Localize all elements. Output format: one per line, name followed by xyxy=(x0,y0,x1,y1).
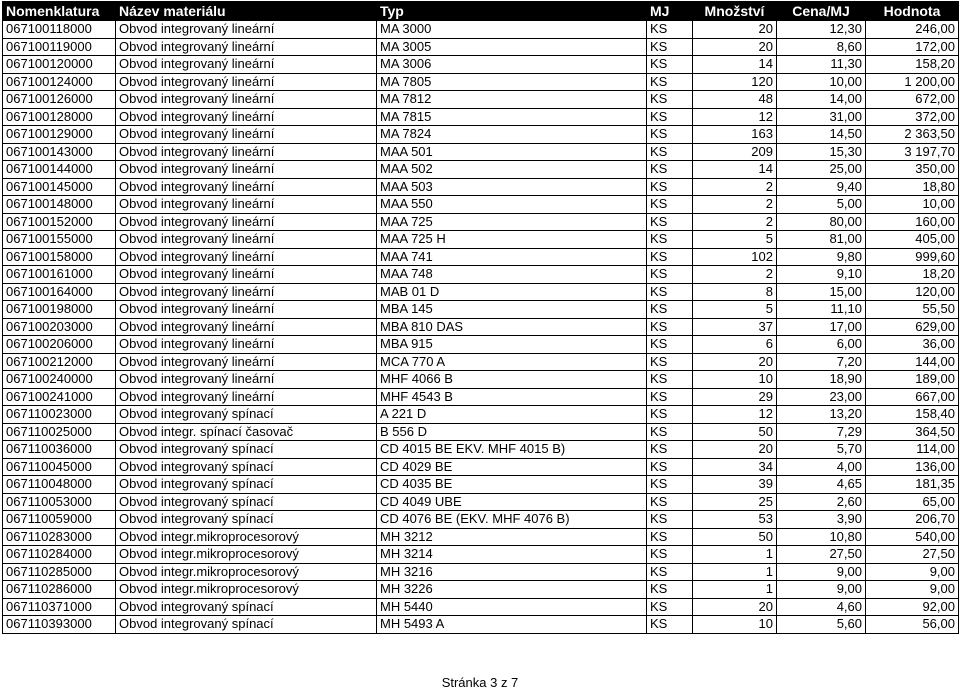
cell-nazev: Obvod integrovaný lineární xyxy=(116,196,377,214)
cell-typ: CD 4035 BE xyxy=(377,476,647,494)
cell-typ: MA 7815 xyxy=(377,108,647,126)
cell-typ: CD 4029 BE xyxy=(377,458,647,476)
cell-nomenklatura: 067100129000 xyxy=(3,126,116,144)
cell-nazev: Obvod integrovaný lineární xyxy=(116,178,377,196)
cell-cena: 7,20 xyxy=(777,353,866,371)
cell-mnozstvi: 25 xyxy=(693,493,777,511)
table-row xyxy=(3,196,959,214)
cell-nomenklatura: 067100212000 xyxy=(3,353,116,371)
cell-hodnota: 56,00 xyxy=(866,616,959,634)
cell-hodnota: 364,50 xyxy=(866,423,959,441)
cell-mj: KS xyxy=(647,126,693,144)
cell-nazev: Obvod integrovaný lineární xyxy=(116,388,377,406)
cell-cena: 4,00 xyxy=(777,458,866,476)
cell-mj: KS xyxy=(647,336,693,354)
table-row xyxy=(3,91,959,109)
cell-mnozstvi: 10 xyxy=(693,371,777,389)
cell-hodnota: 667,00 xyxy=(866,388,959,406)
cell-typ: B 556 D xyxy=(377,423,647,441)
cell-nomenklatura: 067100126000 xyxy=(3,91,116,109)
cell-nazev: Obvod integrovaný spínací xyxy=(116,616,377,634)
cell-mj: KS xyxy=(647,266,693,284)
inventory-table xyxy=(2,1,959,634)
cell-mnozstvi: 6 xyxy=(693,336,777,354)
cell-nazev: Obvod integrovaný lineární xyxy=(116,318,377,336)
cell-nazev: Obvod integrovaný lineární xyxy=(116,248,377,266)
cell-nomenklatura: 067110059000 xyxy=(3,511,116,529)
cell-cena: 14,00 xyxy=(777,91,866,109)
cell-typ: MAA 748 xyxy=(377,266,647,284)
cell-mnozstvi: 20 xyxy=(693,38,777,56)
table-row xyxy=(3,406,959,424)
cell-nomenklatura: 067110023000 xyxy=(3,406,116,424)
cell-mj: KS xyxy=(647,598,693,616)
cell-mnozstvi: 37 xyxy=(693,318,777,336)
cell-nomenklatura: 067100155000 xyxy=(3,231,116,249)
table-row xyxy=(3,143,959,161)
header-mnozstvi: Množství xyxy=(693,2,777,21)
cell-mj: KS xyxy=(647,283,693,301)
cell-mnozstvi: 2 xyxy=(693,196,777,214)
cell-nomenklatura: 067100198000 xyxy=(3,301,116,319)
cell-cena: 9,10 xyxy=(777,266,866,284)
cell-cena: 11,10 xyxy=(777,301,866,319)
cell-nomenklatura: 067110286000 xyxy=(3,581,116,599)
cell-nazev: Obvod integrovaný lineární xyxy=(116,231,377,249)
cell-mnozstvi: 12 xyxy=(693,108,777,126)
cell-typ: MH 3214 xyxy=(377,546,647,564)
cell-cena: 15,30 xyxy=(777,143,866,161)
cell-typ: MH 3212 xyxy=(377,528,647,546)
table-row xyxy=(3,458,959,476)
cell-mj: KS xyxy=(647,56,693,74)
table-row xyxy=(3,38,959,56)
table-row xyxy=(3,178,959,196)
cell-mnozstvi: 10 xyxy=(693,616,777,634)
table-row xyxy=(3,126,959,144)
cell-nazev: Obvod integrovaný spínací xyxy=(116,406,377,424)
cell-mj: KS xyxy=(647,511,693,529)
cell-nazev: Obvod integrovaný lineární xyxy=(116,213,377,231)
cell-hodnota: 350,00 xyxy=(866,161,959,179)
table-row xyxy=(3,493,959,511)
cell-nomenklatura: 067100152000 xyxy=(3,213,116,231)
cell-hodnota: 181,35 xyxy=(866,476,959,494)
cell-nazev: Obvod integrovaný spínací xyxy=(116,598,377,616)
header-typ: Typ xyxy=(377,2,647,21)
cell-cena: 81,00 xyxy=(777,231,866,249)
cell-hodnota: 172,00 xyxy=(866,38,959,56)
cell-hodnota: 160,00 xyxy=(866,213,959,231)
cell-nazev: Obvod integrovaný lineární xyxy=(116,38,377,56)
cell-mj: KS xyxy=(647,91,693,109)
cell-nomenklatura: 067100118000 xyxy=(3,21,116,39)
cell-cena: 3,90 xyxy=(777,511,866,529)
cell-cena: 4,65 xyxy=(777,476,866,494)
cell-hodnota: 372,00 xyxy=(866,108,959,126)
cell-typ: MH 3226 xyxy=(377,581,647,599)
cell-cena: 10,00 xyxy=(777,73,866,91)
table-body xyxy=(3,21,959,634)
cell-mnozstvi: 5 xyxy=(693,231,777,249)
cell-cena: 9,40 xyxy=(777,178,866,196)
cell-nomenklatura: 067100144000 xyxy=(3,161,116,179)
cell-typ: MAA 501 xyxy=(377,143,647,161)
cell-cena: 7,29 xyxy=(777,423,866,441)
cell-nazev: Obvod integrovaný lineární xyxy=(116,21,377,39)
cell-cena: 10,80 xyxy=(777,528,866,546)
cell-nomenklatura: 067110283000 xyxy=(3,528,116,546)
table-row xyxy=(3,528,959,546)
page-footer: Stránka 3 z 7 xyxy=(441,675,519,690)
cell-mj: KS xyxy=(647,563,693,581)
cell-nazev: Obvod integrovaný lineární xyxy=(116,161,377,179)
cell-mj: KS xyxy=(647,21,693,39)
cell-hodnota: 2 363,50 xyxy=(866,126,959,144)
cell-hodnota: 120,00 xyxy=(866,283,959,301)
table-row xyxy=(3,21,959,39)
cell-mj: KS xyxy=(647,38,693,56)
header-nomenklatura: Nomenklatura xyxy=(3,2,116,21)
cell-typ: MCA 770 A xyxy=(377,353,647,371)
cell-nomenklatura: 067100161000 xyxy=(3,266,116,284)
table-row xyxy=(3,353,959,371)
cell-mj: KS xyxy=(647,423,693,441)
table-row xyxy=(3,108,959,126)
cell-mnozstvi: 14 xyxy=(693,56,777,74)
cell-mj: KS xyxy=(647,161,693,179)
header-nazev-materialu: Název materiálu xyxy=(116,2,377,21)
cell-typ: CD 4015 BE EKV. MHF 4015 B) xyxy=(377,441,647,459)
cell-mj: KS xyxy=(647,546,693,564)
cell-hodnota: 144,00 xyxy=(866,353,959,371)
header-mj: MJ xyxy=(647,2,693,21)
table-row xyxy=(3,441,959,459)
table-row xyxy=(3,423,959,441)
cell-mj: KS xyxy=(647,441,693,459)
table-row xyxy=(3,388,959,406)
cell-nomenklatura: 067110393000 xyxy=(3,616,116,634)
cell-typ: A 221 D xyxy=(377,406,647,424)
cell-mj: KS xyxy=(647,458,693,476)
cell-cena: 9,80 xyxy=(777,248,866,266)
cell-hodnota: 9,00 xyxy=(866,563,959,581)
cell-typ: MA 7805 xyxy=(377,73,647,91)
cell-cena: 5,00 xyxy=(777,196,866,214)
cell-cena: 80,00 xyxy=(777,213,866,231)
cell-hodnota: 3 197,70 xyxy=(866,143,959,161)
cell-mnozstvi: 50 xyxy=(693,528,777,546)
cell-cena: 31,00 xyxy=(777,108,866,126)
cell-hodnota: 92,00 xyxy=(866,598,959,616)
cell-nomenklatura: 067100143000 xyxy=(3,143,116,161)
cell-mnozstvi: 102 xyxy=(693,248,777,266)
table-row xyxy=(3,371,959,389)
table-row xyxy=(3,318,959,336)
cell-nazev: Obvod integr.mikroprocesorový xyxy=(116,581,377,599)
cell-mnozstvi: 8 xyxy=(693,283,777,301)
header-row xyxy=(3,2,959,21)
cell-mj: KS xyxy=(647,318,693,336)
cell-mnozstvi: 14 xyxy=(693,161,777,179)
cell-hodnota: 158,40 xyxy=(866,406,959,424)
cell-nomenklatura: 067110048000 xyxy=(3,476,116,494)
cell-mj: KS xyxy=(647,196,693,214)
cell-typ: MA 7812 xyxy=(377,91,647,109)
cell-typ: CD 4049 UBE xyxy=(377,493,647,511)
table-row xyxy=(3,336,959,354)
cell-mnozstvi: 2 xyxy=(693,266,777,284)
cell-cena: 6,00 xyxy=(777,336,866,354)
cell-nomenklatura: 067100164000 xyxy=(3,283,116,301)
cell-cena: 5,70 xyxy=(777,441,866,459)
cell-hodnota: 1 200,00 xyxy=(866,73,959,91)
cell-typ: MH 5493 A xyxy=(377,616,647,634)
table-row xyxy=(3,161,959,179)
cell-hodnota: 10,00 xyxy=(866,196,959,214)
cell-typ: MAA 503 xyxy=(377,178,647,196)
cell-mj: KS xyxy=(647,73,693,91)
table-row xyxy=(3,476,959,494)
header-hodnota: Hodnota xyxy=(866,2,959,21)
cell-mnozstvi: 120 xyxy=(693,73,777,91)
cell-nomenklatura: 067100145000 xyxy=(3,178,116,196)
cell-cena: 18,90 xyxy=(777,371,866,389)
cell-hodnota: 206,70 xyxy=(866,511,959,529)
cell-typ: MHF 4543 B xyxy=(377,388,647,406)
cell-nazev: Obvod integrovaný lineární xyxy=(116,266,377,284)
cell-mj: KS xyxy=(647,616,693,634)
cell-mnozstvi: 53 xyxy=(693,511,777,529)
table-row xyxy=(3,283,959,301)
cell-nazev: Obvod integrovaný lineární xyxy=(116,353,377,371)
cell-hodnota: 18,80 xyxy=(866,178,959,196)
cell-nomenklatura: 067110045000 xyxy=(3,458,116,476)
cell-nazev: Obvod integrovaný lineární xyxy=(116,73,377,91)
cell-hodnota: 405,00 xyxy=(866,231,959,249)
cell-cena: 9,00 xyxy=(777,581,866,599)
cell-nazev: Obvod integrovaný spínací xyxy=(116,493,377,511)
cell-mnozstvi: 5 xyxy=(693,301,777,319)
cell-typ: MHF 4066 B xyxy=(377,371,647,389)
table-row xyxy=(3,546,959,564)
cell-hodnota: 114,00 xyxy=(866,441,959,459)
cell-nazev: Obvod integr.mikroprocesorový xyxy=(116,546,377,564)
cell-mj: KS xyxy=(647,581,693,599)
cell-nazev: Obvod integrovaný spínací xyxy=(116,511,377,529)
cell-mnozstvi: 12 xyxy=(693,406,777,424)
cell-cena: 25,00 xyxy=(777,161,866,179)
cell-mnozstvi: 2 xyxy=(693,213,777,231)
cell-nomenklatura: 067100241000 xyxy=(3,388,116,406)
cell-hodnota: 65,00 xyxy=(866,493,959,511)
cell-mnozstvi: 34 xyxy=(693,458,777,476)
cell-typ: MAA 550 xyxy=(377,196,647,214)
cell-nomenklatura: 067100158000 xyxy=(3,248,116,266)
cell-nazev: Obvod integr. spínací časovač xyxy=(116,423,377,441)
cell-cena: 15,00 xyxy=(777,283,866,301)
cell-hodnota: 36,00 xyxy=(866,336,959,354)
cell-mj: KS xyxy=(647,493,693,511)
cell-mnozstvi: 20 xyxy=(693,21,777,39)
cell-nazev: Obvod integrovaný lineární xyxy=(116,301,377,319)
cell-mj: KS xyxy=(647,143,693,161)
table-row xyxy=(3,213,959,231)
cell-nazev: Obvod integrovaný lineární xyxy=(116,143,377,161)
cell-mnozstvi: 48 xyxy=(693,91,777,109)
cell-cena: 13,20 xyxy=(777,406,866,424)
cell-mj: KS xyxy=(647,248,693,266)
cell-cena: 4,60 xyxy=(777,598,866,616)
cell-cena: 12,30 xyxy=(777,21,866,39)
cell-nazev: Obvod integrovaný lineární xyxy=(116,336,377,354)
cell-mj: KS xyxy=(647,406,693,424)
cell-nomenklatura: 067110036000 xyxy=(3,441,116,459)
cell-nomenklatura: 067100206000 xyxy=(3,336,116,354)
cell-mj: KS xyxy=(647,213,693,231)
cell-mj: KS xyxy=(647,231,693,249)
cell-cena: 14,50 xyxy=(777,126,866,144)
cell-cena: 11,30 xyxy=(777,56,866,74)
cell-cena: 17,00 xyxy=(777,318,866,336)
cell-nazev: Obvod integrovaný spínací xyxy=(116,441,377,459)
cell-nomenklatura: 067100124000 xyxy=(3,73,116,91)
cell-mnozstvi: 20 xyxy=(693,353,777,371)
cell-nomenklatura: 067110284000 xyxy=(3,546,116,564)
table-row xyxy=(3,266,959,284)
cell-nomenklatura: 067110285000 xyxy=(3,563,116,581)
cell-typ: MA 3006 xyxy=(377,56,647,74)
cell-typ: MBA 810 DAS xyxy=(377,318,647,336)
cell-mnozstvi: 39 xyxy=(693,476,777,494)
cell-mnozstvi: 20 xyxy=(693,598,777,616)
cell-cena: 8,60 xyxy=(777,38,866,56)
cell-mnozstvi: 2 xyxy=(693,178,777,196)
cell-hodnota: 55,50 xyxy=(866,301,959,319)
cell-typ: MA 3000 xyxy=(377,21,647,39)
table-row xyxy=(3,511,959,529)
cell-nazev: Obvod integrovaný lineární xyxy=(116,91,377,109)
cell-typ: MAA 741 xyxy=(377,248,647,266)
cell-nazev: Obvod integrovaný spínací xyxy=(116,458,377,476)
cell-nazev: Obvod integr.mikroprocesorový xyxy=(116,528,377,546)
cell-typ: MAB 01 D xyxy=(377,283,647,301)
cell-nomenklatura: 067110053000 xyxy=(3,493,116,511)
table-row xyxy=(3,73,959,91)
cell-mnozstvi: 1 xyxy=(693,563,777,581)
cell-nazev: Obvod integrovaný lineární xyxy=(116,108,377,126)
cell-typ: MA 3005 xyxy=(377,38,647,56)
cell-hodnota: 629,00 xyxy=(866,318,959,336)
cell-mnozstvi: 163 xyxy=(693,126,777,144)
cell-nomenklatura: 067100120000 xyxy=(3,56,116,74)
cell-hodnota: 672,00 xyxy=(866,91,959,109)
cell-hodnota: 158,20 xyxy=(866,56,959,74)
cell-nomenklatura: 067100119000 xyxy=(3,38,116,56)
cell-typ: MAA 502 xyxy=(377,161,647,179)
cell-nazev: Obvod integr.mikroprocesorový xyxy=(116,563,377,581)
cell-hodnota: 246,00 xyxy=(866,21,959,39)
cell-typ: MAA 725 xyxy=(377,213,647,231)
cell-nazev: Obvod integrovaný lineární xyxy=(116,371,377,389)
cell-hodnota: 18,20 xyxy=(866,266,959,284)
cell-hodnota: 9,00 xyxy=(866,581,959,599)
cell-nazev: Obvod integrovaný lineární xyxy=(116,283,377,301)
cell-nazev: Obvod integrovaný lineární xyxy=(116,126,377,144)
table-row xyxy=(3,231,959,249)
cell-mnozstvi: 1 xyxy=(693,546,777,564)
header-cena-mj: Cena/MJ xyxy=(777,2,866,21)
table-row xyxy=(3,563,959,581)
cell-cena: 27,50 xyxy=(777,546,866,564)
cell-hodnota: 540,00 xyxy=(866,528,959,546)
cell-nomenklatura: 067100203000 xyxy=(3,318,116,336)
cell-nomenklatura: 067100128000 xyxy=(3,108,116,126)
cell-mnozstvi: 29 xyxy=(693,388,777,406)
cell-nomenklatura: 067110371000 xyxy=(3,598,116,616)
table-row xyxy=(3,248,959,266)
cell-cena: 5,60 xyxy=(777,616,866,634)
cell-hodnota: 27,50 xyxy=(866,546,959,564)
cell-cena: 23,00 xyxy=(777,388,866,406)
cell-hodnota: 999,60 xyxy=(866,248,959,266)
cell-nomenklatura: 067100148000 xyxy=(3,196,116,214)
cell-mnozstvi: 50 xyxy=(693,423,777,441)
table-row xyxy=(3,581,959,599)
cell-typ: MBA 915 xyxy=(377,336,647,354)
cell-mj: KS xyxy=(647,388,693,406)
cell-mj: KS xyxy=(647,528,693,546)
cell-mnozstvi: 20 xyxy=(693,441,777,459)
cell-mnozstvi: 1 xyxy=(693,581,777,599)
cell-mj: KS xyxy=(647,178,693,196)
cell-hodnota: 189,00 xyxy=(866,371,959,389)
cell-nomenklatura: 067100240000 xyxy=(3,371,116,389)
cell-cena: 2,60 xyxy=(777,493,866,511)
cell-typ: MA 7824 xyxy=(377,126,647,144)
cell-mnozstvi: 209 xyxy=(693,143,777,161)
cell-nomenklatura: 067110025000 xyxy=(3,423,116,441)
table-row xyxy=(3,598,959,616)
cell-mj: KS xyxy=(647,476,693,494)
cell-nazev: Obvod integrovaný lineární xyxy=(116,56,377,74)
cell-cena: 9,00 xyxy=(777,563,866,581)
table-row xyxy=(3,56,959,74)
cell-mj: KS xyxy=(647,301,693,319)
table-row xyxy=(3,301,959,319)
cell-typ: MH 3216 xyxy=(377,563,647,581)
cell-mj: KS xyxy=(647,371,693,389)
cell-hodnota: 136,00 xyxy=(866,458,959,476)
cell-nazev: Obvod integrovaný spínací xyxy=(116,476,377,494)
cell-mj: KS xyxy=(647,353,693,371)
cell-typ: MAA 725 H xyxy=(377,231,647,249)
cell-typ: MH 5440 xyxy=(377,598,647,616)
cell-typ: CD 4076 BE (EKV. MHF 4076 B) xyxy=(377,511,647,529)
table-row xyxy=(3,616,959,634)
cell-mj: KS xyxy=(647,108,693,126)
cell-typ: MBA 145 xyxy=(377,301,647,319)
